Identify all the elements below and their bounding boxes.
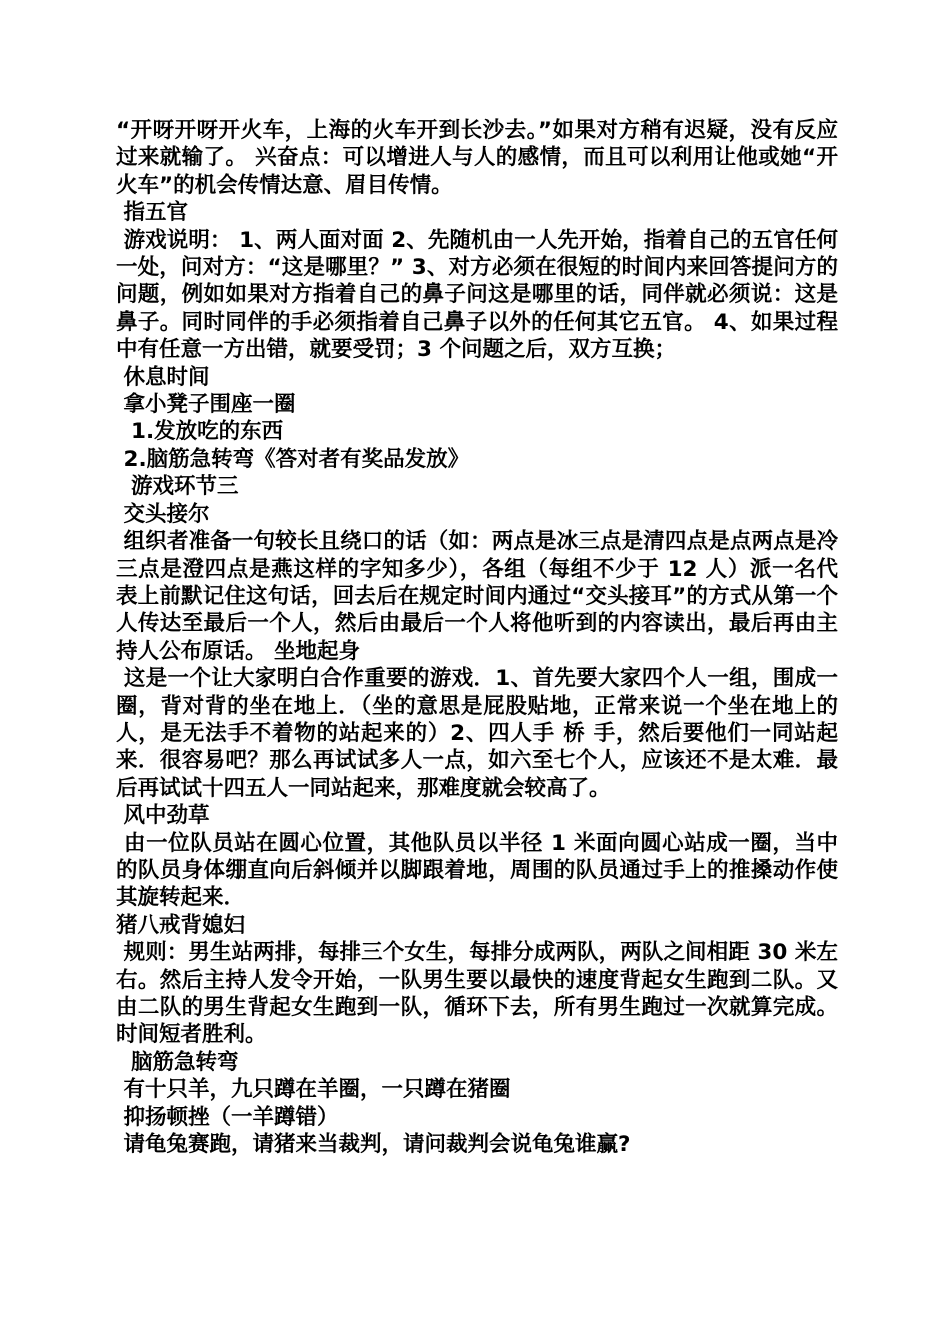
paragraph-whisper-rules: 组织者准备一句较长且绕口的话（如：两点是冰三点是清四点是点两点是冷三点是澄四点是燕这样的字知多少），各组（每组不少于 12 人）派一名代表上前默记住这句话，回去后在规定时间内通过“交头接耳”的方式从第一个人传达至最后一个人，然后由最后一个人将他听到的内容读出，最后再由主持人公布原话。 坐地起身 <box>116 529 838 664</box>
heading-brain-teaser: 脑筋急转弯 <box>116 1049 239 1075</box>
paragraph-stools-circle: 拿小凳子围座一圈 <box>116 392 296 418</box>
riddle-answer-sheep: 抑扬顿挫（一羊蹲错） <box>116 1104 339 1130</box>
paragraph-sit-stand-rules: 这是一个让大家明白合作重要的游戏．1、首先要大家四个人一组，围成一圈，背对背的坐在地上．（坐的意思是屁股贴地，正常来说一个坐在地上的人，是无法手不着物的站起来的）2、四人手 桥 手，然后要他们一同站起来．很容易吧？那么再试试多人一点，如六至七个人，应该还不是太难．最后再试试十四五人一同站起来，那难度就会较高了。 <box>116 666 838 801</box>
list-item-snacks: 1.发放吃的东西 <box>116 419 284 445</box>
heading-piggyback-game: 猪八戒背媳妇 <box>116 912 246 938</box>
list-item-riddles: 2.脑筋急转弯《答对者有奖品发放》 <box>116 446 470 472</box>
paragraph-piggyback-rules: 规则：男生站两排，每排三个女生，每排分成两队，两队之间相距 30 米左右。然后主持人发令开始，一队男生要以最快的速度背起女生跑到二队。又由二队的男生背起女生跑到一队，循环下去，所有男生跑过一次就算完成。时间短者胜利。 <box>116 940 838 1048</box>
riddle-question-sheep: 有十只羊，九只蹲在羊圈，一只蹲在猪圈 <box>116 1077 511 1103</box>
heading-break-time: 休息时间 <box>116 364 210 390</box>
heading-point-five-features: 指五官 <box>116 200 189 226</box>
paragraph-grass-in-wind-rules: 由一位队员站在圆心位置，其他队员以半径 1 米面向圆心站成一圈，当中的队员身体绷直向后斜倾并以脚跟着地，周围的队员通过手上的推搡动作使其旋转起来． <box>116 830 838 911</box>
heading-grass-in-wind: 风中劲草 <box>116 803 210 829</box>
heading-game-section-three: 游戏环节三 <box>116 474 239 500</box>
paragraph-train-game: “开呀开呀开火车，上海的火车开到长沙去。”如果对方稍有迟疑，没有反应过来就输了。 兴奋点：可以增进人与人的感情，而且可以利用让他或她“开火车”的机会传情达意、眉目传情。 <box>116 118 838 198</box>
heading-whisper-game: 交头接尔 <box>116 501 210 527</box>
document-body <box>116 117 838 1158</box>
paragraph-five-features-rules: 游戏说明： 1、两人面对面 2、先随机由一人先开始，指着自己的五官任何一处，问对方：“这是哪里？” 3、对方必须在很短的时间内来回答提问方的问题，例如如果对方指着自己的鼻子问这是哪里的话，同伴就必须说：这是鼻子。同时同伴的手必须指着自己鼻子以外的任何其它五官。 4、如果过程中有任意一方出错，就要受罚；3 个问题之后，双方互换； <box>116 227 838 363</box>
riddle-question-race: 请龟兔赛跑，请猪来当裁判，请问裁判会说龟兔谁赢? <box>116 1132 631 1158</box>
